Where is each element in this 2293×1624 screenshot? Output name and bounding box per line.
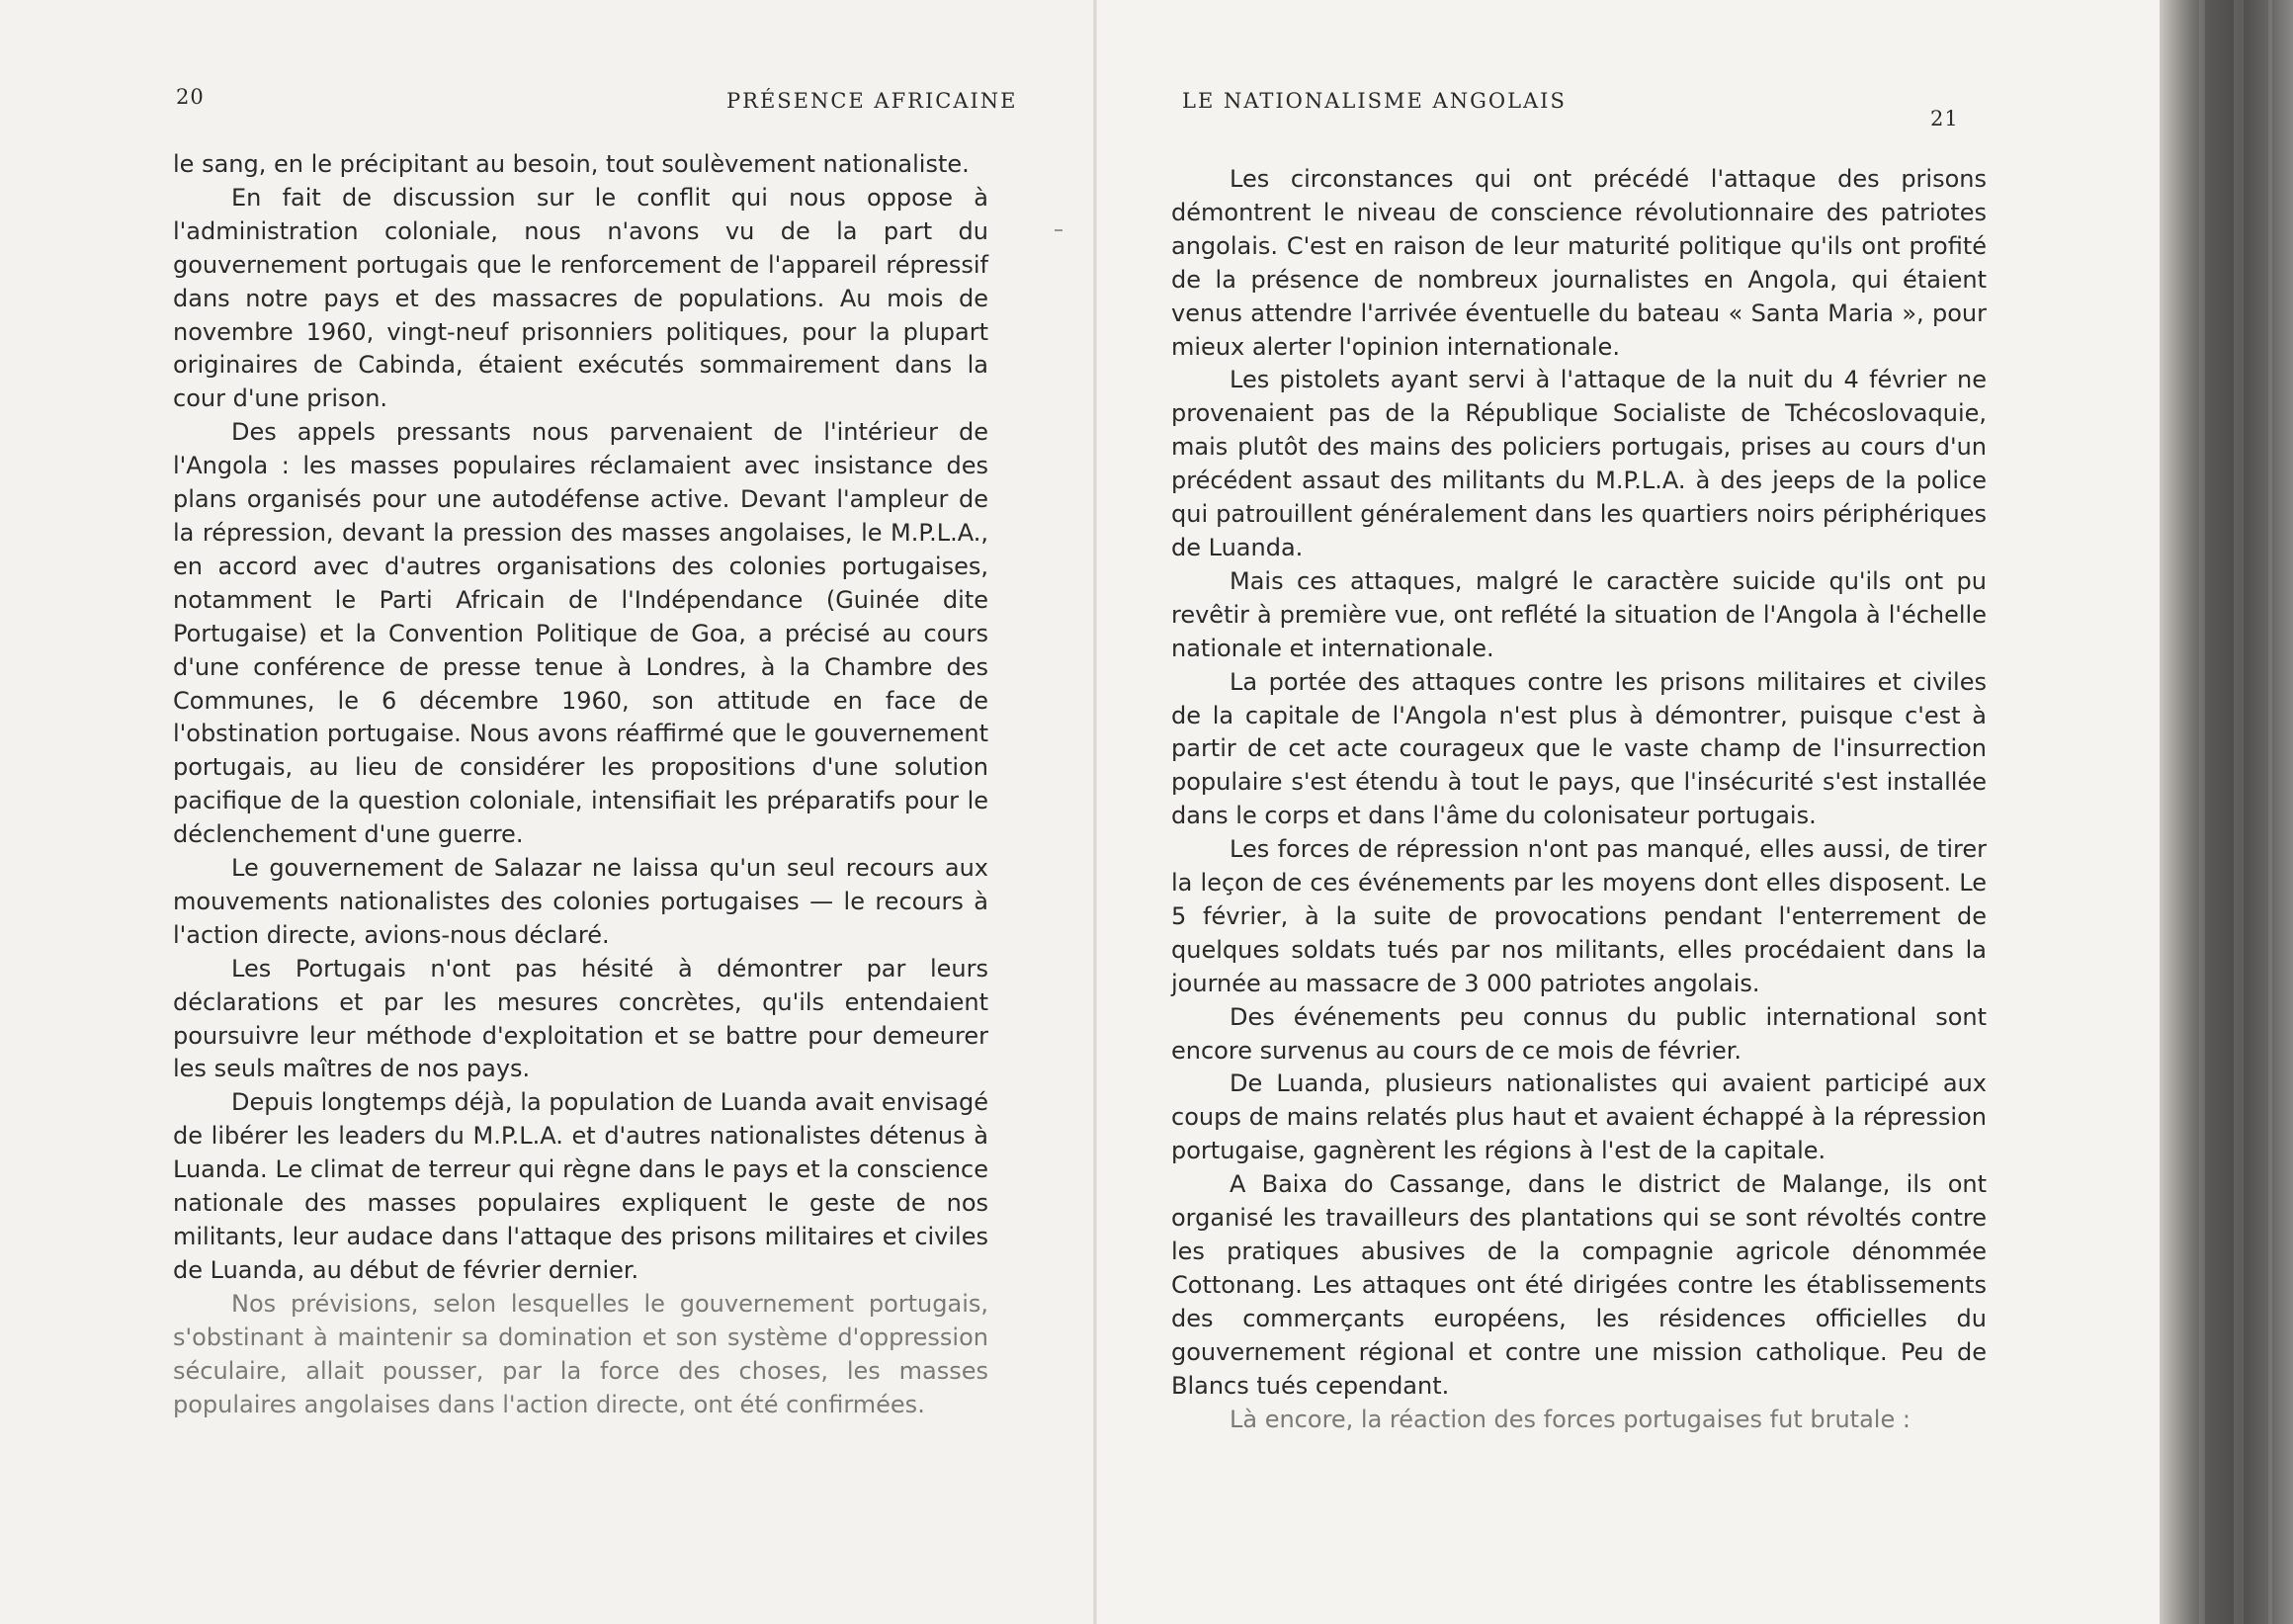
paragraph: Le gouvernement de Salazar ne laissa qu'un seul recours aux mouvements nationalistes des colonies portugaises — le recours à l'action directe, avions-nous déclaré. [173, 854, 988, 949]
paragraph: Des événements peu connus du public international sont encore survenus au cours de ce mois de février. [1171, 1002, 1987, 1065]
paragraph: Mais ces attaques, malgré le caractère suicide qu'ils ont pu revêtir à première vue, ont reflété la situation de l'Angola à l'échelle nationale et internationale. [1171, 566, 1987, 662]
paragraph: le sang, en le précipitant au besoin, tout soulèvement nationaliste. [173, 150, 970, 178]
paragraph: De Luanda, plusieurs nationalistes qui avaient participé aux coups de mains relatés plus haut et avaient échappé à la répression portugaise, gagnèrent les régions à l'est de la capitale. [1171, 1069, 1987, 1165]
running-head: PRÉSENCE AFRICAINE [726, 89, 1018, 113]
paragraph: Des appels pressants nous parvenaient de l'intérieur de l'Angola : les masses populaires réclamaient avec insistance des plans organisés pour une autodéfense active. Devant l'ampleur de la répression, devant la pression des masses angolaises, le M.P.L.A., en accord avec d'autres organisations des colonies portugaises, notamment le Parti Africain de l'Indépendance (Guinée dite Portugaise) et la Convention Politique de Goa, a précisé au cours d'une conférence de presse tenue à Londres, à la Chambre des Communes, le 6 décembre 1960, son attitude en face de l'obstination portugaise. Nous avons réaffirmé que le gouvernement portugais, au lieu de considérer les propositions d'une solution pacifique de la question coloniale, intensifiait les préparatifs pour le déclenchement d'une guerre. [173, 418, 988, 849]
text-column [1171, 163, 1987, 1436]
text-column [173, 148, 988, 1421]
paragraph: Les pistolets ayant servi à l'attaque de la nuit du 4 février ne provenaient pas de la République Socialiste de Tchécoslovaquie, mais plutôt des mains des policiers portugais, prises au cours d'un précédent assaut des militants du M.P.L.A. à des jeeps de la police qui patrouillent généralement dans les quartiers noirs périphériques de Luanda. [1171, 366, 1987, 561]
running-head: LE NATIONALISME ANGOLAIS [1182, 89, 1567, 113]
edge-streak [2234, 0, 2244, 1624]
ink-speck [1055, 229, 1062, 231]
left-page [0, 0, 1097, 1624]
book-edge-shadow [2160, 0, 2293, 1624]
page-number: 21 [1930, 107, 1959, 130]
paragraph: Les Portugais n'ont pas hésité à démontrer par leurs déclarations et par les mesures concrètes, qu'ils entendaient poursuivre leur méthode d'exploitation et se battre pour demeurer les seuls maîtres de nos pays. [173, 954, 988, 1083]
paragraph: Depuis longtemps déjà, la population de Luanda avait envisagé de libérer les leaders du M.P.L.A. et d'autres nationalistes détenus à Luanda. Le climat de terreur qui règne dans le pays et la conscience nationale des masses populaires expliquent le geste de nos militants, leur audace dans l'attaque des prisons militaires et civiles de Luanda, au début de février dernier. [173, 1088, 988, 1284]
paragraph: Les forces de répression n'ont pas manqué, elles aussi, de tirer la leçon de ces événements par les moyens dont elles disposent. Le 5 février, à la suite de provocations pendant l'enterrement de quelques soldats tués par nos militants, elles procédaient dans la journée au massacre de 3 000 patriotes angolais. [1171, 835, 1987, 997]
paragraph: Les circonstances qui ont précédé l'attaque des prisons démontrent le niveau de conscience révolutionnaire des patriotes angolais. C'est en raison de leur maturité politique qu'ils ont profité de la présence de nombreux journalistes en Angola, qui étaient venus attendre l'arrivée éventuelle du bateau « Santa Maria », pour mieux alerter l'opinion internationale. [1171, 165, 1987, 361]
paragraph: Là encore, la réaction des forces portugaises fut brutale : [1230, 1405, 1911, 1433]
paragraph: En fait de discussion sur le conflit qui nous oppose à l'administration coloniale, nous n'avons vu de la part du gouvernement portugais que le renforcement de l'appareil répressif dans notre pays et des massacres de populations. Au mois de novembre 1960, vingt-neuf prisonniers politiques, pour la plupart originaires de Cabinda, étaient exécutés sommairement dans la cour d'une prison. [173, 183, 988, 413]
page-number: 20 [176, 85, 205, 109]
paragraph: A Baixa do Cassange, dans le district de Malange, ils ont organisé les travailleurs des plantations qui se sont révoltés contre les pratiques abusives de la compagnie agricole dénommée Cottonang. Les attaques ont été dirigées contre les établissements des commerçants européens, les résidences officielles du gouvernement régional et contre une mission catholique. Peu de Blancs tués cependant. [1171, 1170, 1987, 1400]
paragraph: Nos prévisions, selon lesquelles le gouvernement portugais, s'obstinant à maintenir sa domination et son système d'oppression séculaire, allait pousser, par la force des choses, les masses populaires angolaises dans l'action directe, ont été confirmées. [173, 1289, 988, 1418]
edge-streak [2268, 0, 2272, 1624]
paragraph: La portée des attaques contre les prisons militaires et civiles de la capitale de l'Angola n'est plus à démontrer, puisque c'est à partir de cet acte courageux que le vaste champ de l'insurrection populaire s'est étendu à tout le pays, que l'insécurité s'est installée dans le corps et dans l'âme du colonisateur portugais. [1171, 667, 1987, 830]
edge-streak [2199, 0, 2205, 1624]
right-page [1097, 0, 2160, 1624]
